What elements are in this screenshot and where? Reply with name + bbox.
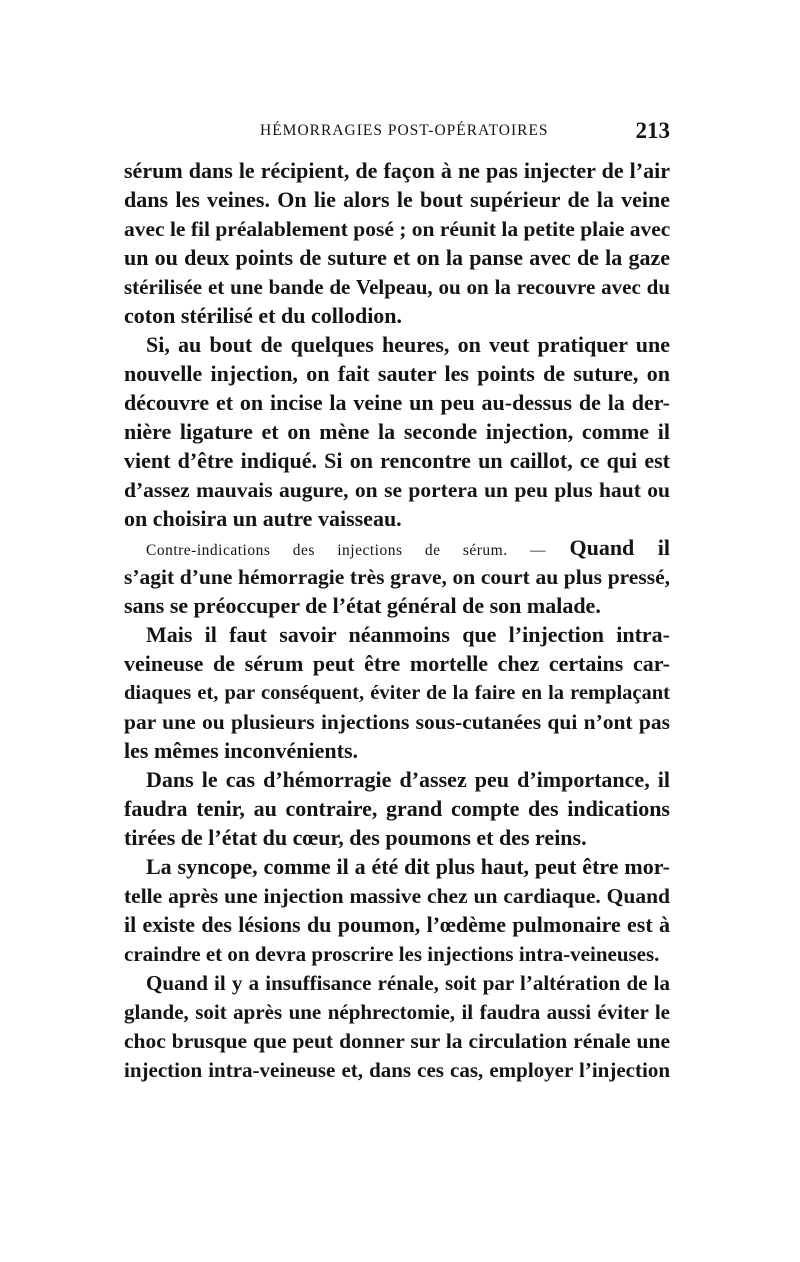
text-line: vient d’être indiqué. Si on rencontre un caillot, ce qui est — [124, 448, 670, 473]
text-line: on choisira un autre vaisseau. — [124, 506, 402, 531]
text-line: La syncope, comme il a été dit plus haut, peut être mor- — [146, 854, 670, 879]
text-line: Mais il faut savoir néanmoins que l’injection intra- — [146, 622, 670, 647]
text-line: coton stérilisé et du collodion. — [124, 303, 403, 328]
text-line: avec le fil préalablement posé ; on réunit la petite plaie avec — [124, 217, 671, 241]
text-line: veineuse de sérum peut être mortelle chez certains car- — [124, 651, 670, 676]
text-line: d’assez mauvais augure, on se portera un peu plus haut ou — [124, 478, 670, 502]
text-line: dans les veines. On lie alors le bout supérieur de la veine — [124, 187, 670, 212]
text-line: s’agit d’une hémorragie très grave, on court au plus pressé, — [124, 565, 670, 589]
text-line: injection intra-veineuse et, dans ces cas, employer l’injection — [124, 1058, 670, 1082]
text-line: les mêmes inconvénients. — [124, 738, 359, 763]
text-line: glande, soit après une néphrectomie, il faudra aussi éviter le — [124, 1000, 670, 1024]
text-line: sérum dans le récipient, de façon à ne pas injecter de l’air — [124, 158, 670, 183]
text-line: il existe des lésions du poumon, l’œdème pulmonaire est à — [124, 912, 670, 937]
text-line: un ou deux points de suture et on la panse avec de la gaze — [124, 245, 670, 270]
text-line: nière ligature et on mène la seconde injection, comme il — [124, 419, 670, 444]
text-line: Si, au bout de quelques heures, on veut pratiquer une — [146, 332, 670, 357]
text-line: tirées de l’état du cœur, des poumons et des reins. — [124, 825, 587, 850]
text-line: faudra tenir, au contraire, grand compte des indications — [124, 796, 670, 821]
section-heading: Contre-indications des injections de sérum. — — [146, 542, 546, 559]
running-title: HÉMORRAGIES POST-OPÉRATOIRES — [260, 122, 549, 139]
running-head — [124, 118, 670, 148]
text-line: telle après une injection massive chez un cardiaque. Quand — [124, 884, 670, 908]
text-line: découvre et on incise la veine un peu au-dessus de la der- — [124, 390, 670, 415]
text-line: craindre et on devra proscrire les injections intra-veineuses. — [124, 942, 660, 966]
page-number: 213 — [635, 118, 670, 143]
text-line: choc brusque que peut donner sur la circulation rénale une — [124, 1029, 670, 1053]
section-heading-text: Quand il — [569, 535, 670, 560]
text-line: sans se préoccuper de l’état général de son malade. — [124, 593, 601, 618]
text-line: nouvelle injection, on fait sauter les points de suture, on — [124, 361, 670, 386]
text-line: stérilisée et une bande de Velpeau, ou on la recouvre avec du — [124, 275, 670, 299]
text-line: Dans le cas d’hémorragie d’assez peu d’importance, il — [146, 767, 670, 792]
text-line: Quand il y a insuffisance rénale, soit par l’altération de la — [146, 971, 670, 995]
text-line: diaques et, par conséquent, éviter de la faire en la remplaçant — [124, 682, 670, 704]
section-heading-line — [146, 535, 670, 564]
text-line: par une ou plusieurs injections sous-cutanées qui n’ont pas — [124, 710, 670, 734]
